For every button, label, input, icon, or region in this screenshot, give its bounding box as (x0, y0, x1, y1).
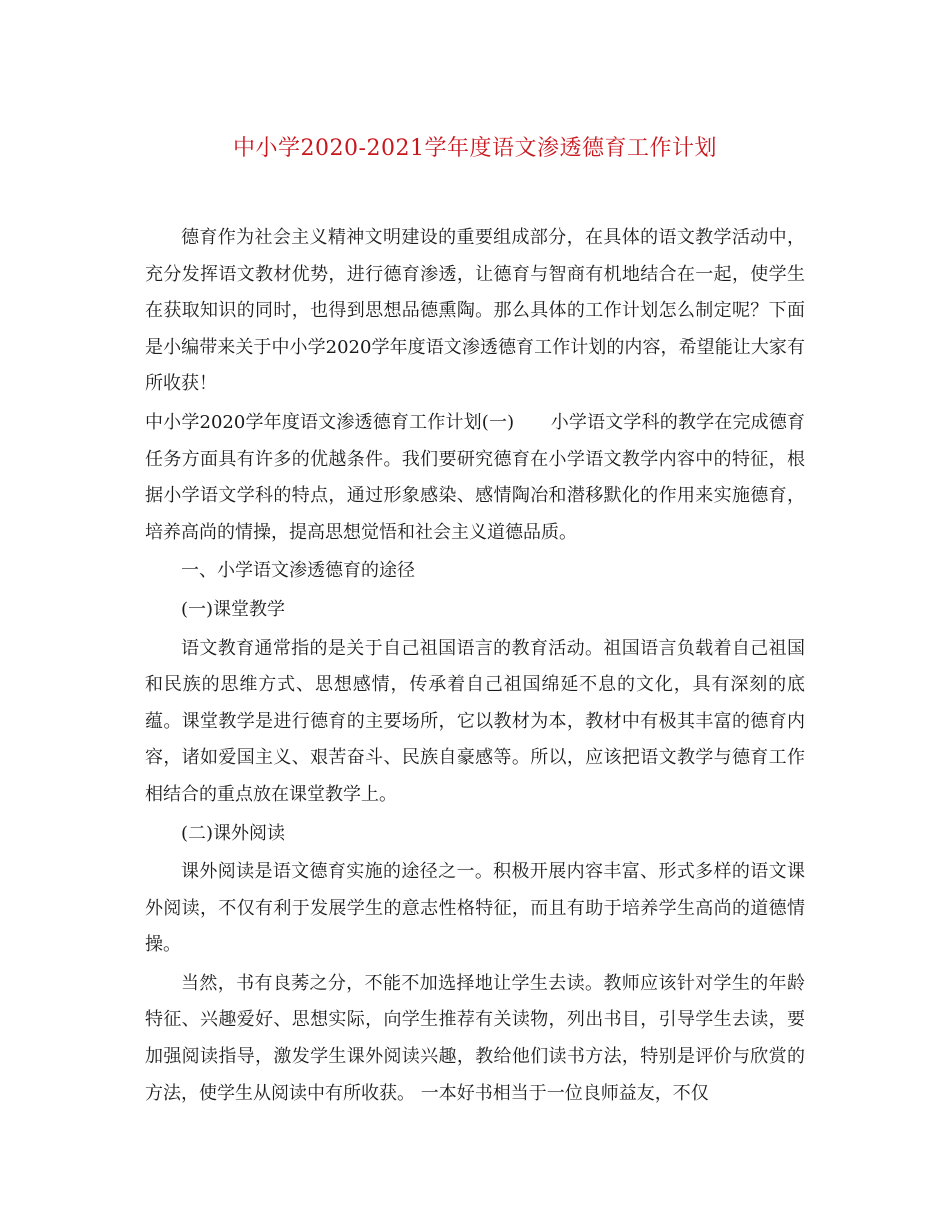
document-body (145, 220, 805, 1112)
section-heading-approaches: 一、小学语文渗透德育的途径 (181, 560, 415, 582)
subsection-heading-classroom: (一)课堂教学 (181, 598, 286, 620)
paragraph-reading: 课外阅读是语文德育实施的途径之一。积极开展内容丰富、形式多样的语文课外阅读，不仅有利于发展学生的意志性格特征，而且有助于培养学生高尚的道德情操。 (145, 861, 805, 956)
paragraph-classroom: 语文教育通常指的是关于自己祖国语言的教育活动。祖国语言负载着自己祖国和民族的思维方式、思想感情，传承着自己祖国绵延不息的文化，具有深刻的底蕴。课堂教学是进行德育的主要场所，它以教材为本，教材中有极其丰富的德育内容，诸如爱国主义、艰苦奋斗、民族自豪感等。所以，应该把语文教学与德育工作相结合的重点放在课堂教学上。 (145, 637, 805, 805)
paragraph-book-selection: 当然，书有良莠之分，不能不加选择地让学生去读。教师应该针对学生的年龄特征、兴趣爱好、思想实际，向学生推荐有关读物，列出书目，引导学生去读，要加强阅读指导，激发学生课外阅读兴趣，教给他们读书方法，特别是评价与欣赏的方法，使学生从阅读中有所收获。 一本好书相当于一位良师益友，不仅 (145, 972, 805, 1104)
paragraph-plan-one: 中小学2020学年度语文渗透德育工作计划(一) 小学语文学科的教学在完成德育任务方面具有许多的优越条件。我们要研究德育在小学语文教学内容中的特征，根据小学语文学科的特点，通过形象感染、感情陶冶和潜移默化的作用来实施德育，培养高尚的情操，提高思想觉悟和社会主义道德品质。 (145, 411, 805, 543)
subsection-heading-reading: (二)课外阅读 (181, 822, 286, 844)
document-title: 中小学2020-2021学年度语文渗透德育工作计划 (233, 136, 717, 161)
paragraph-intro: 德育作为社会主义精神文明建设的重要组成部分，在具体的语文教学活动中，充分发挥语文教材优势，进行德育渗透，让德育与智商有机地结合在一起，使学生在获取知识的同时，也得到思想品德熏陶。那么具体的工作计划怎么制定呢？下面是小编带来关于中小学2020学年度语文渗透德育工作计划的内容，希望能让大家有所收获！ (145, 227, 805, 395)
